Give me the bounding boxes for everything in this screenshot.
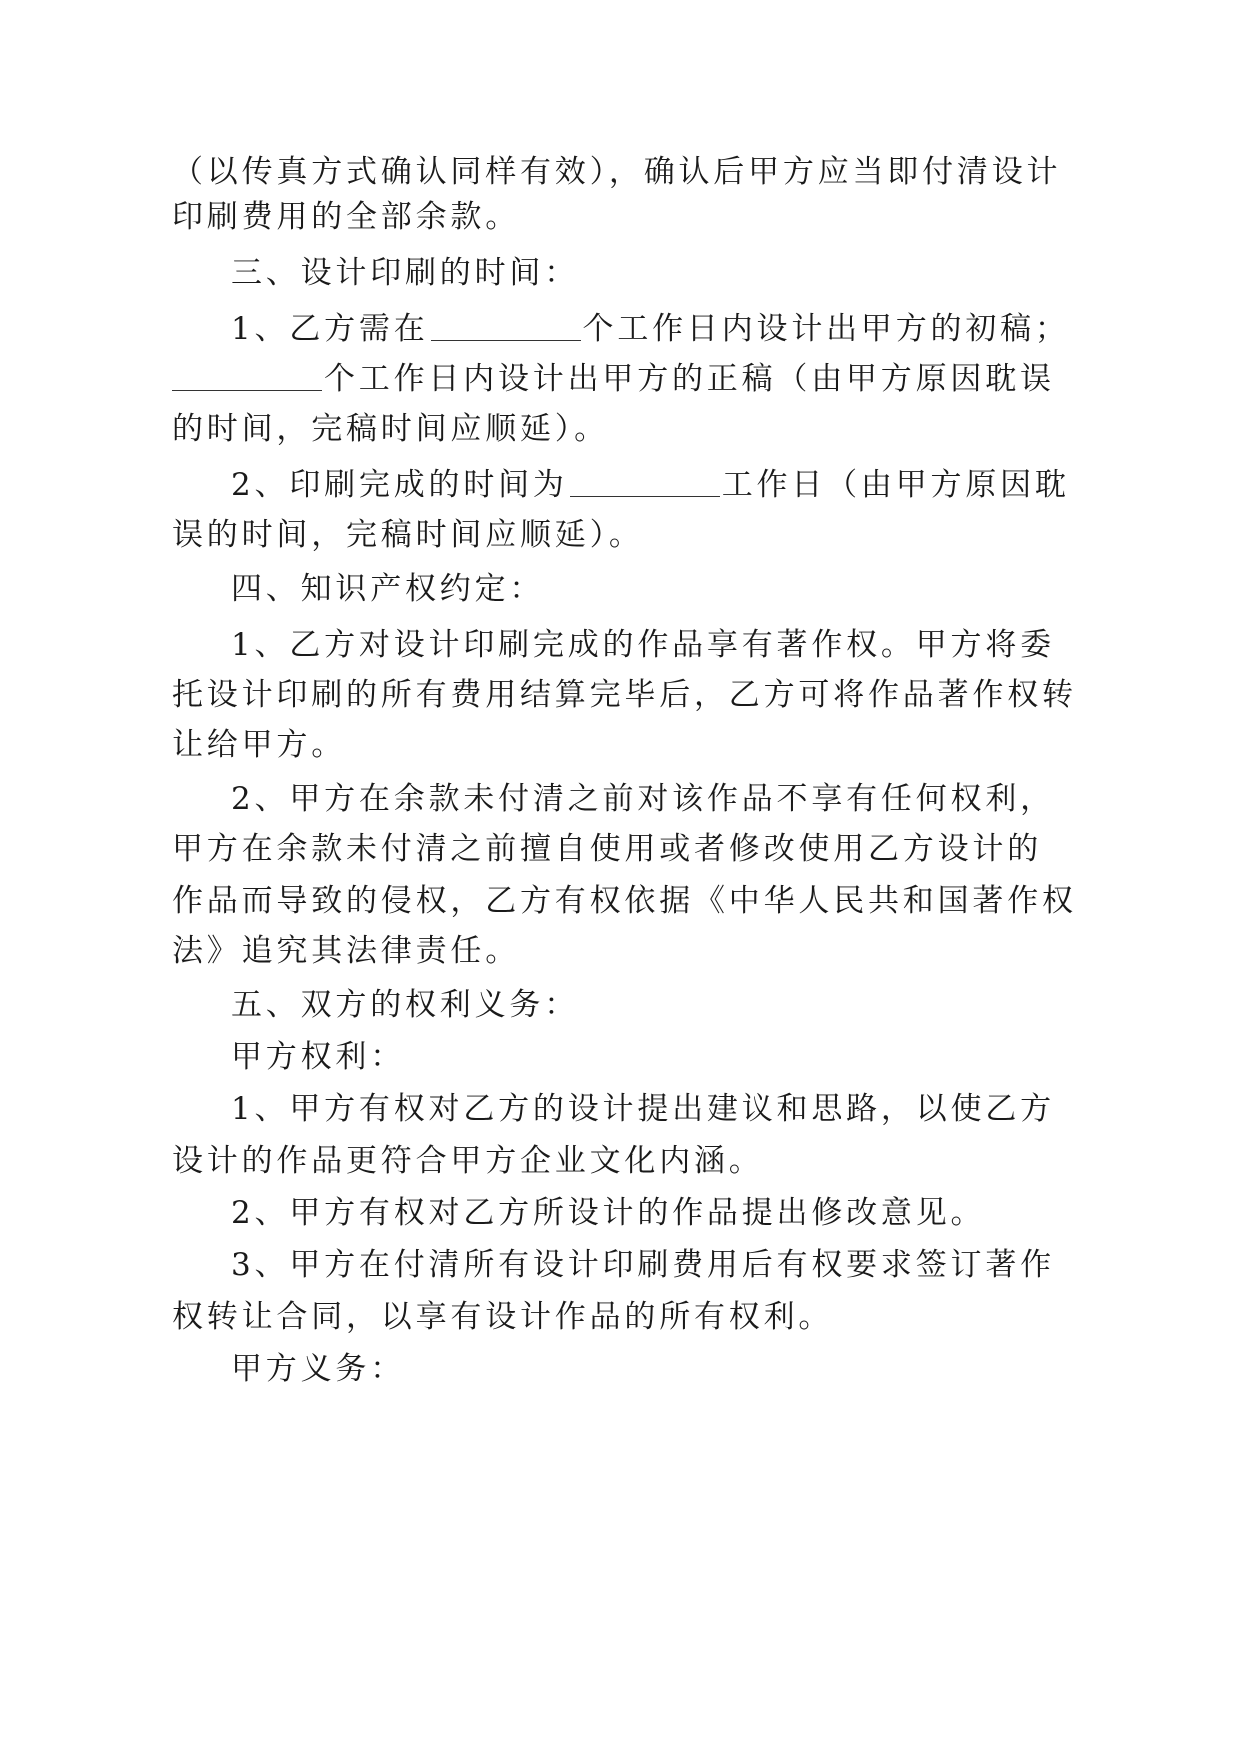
text-line [172, 1297, 1241, 1337]
text-line [172, 829, 1241, 869]
subsection-heading [231, 1037, 1241, 1077]
text-line [172, 675, 1241, 715]
text: 2、甲方有权对乙方所设计的作品提出修改意见。 [231, 1195, 986, 1231]
text: 设计的作品更符合甲方企业文化内涵。 [172, 1143, 764, 1179]
text-line [172, 359, 1241, 399]
text-line [172, 1141, 1241, 1181]
text: 甲方在余款未付清之前擅自使用或者修改使用乙方设计的 [172, 831, 1042, 867]
text: 2、印刷完成的时间为 [231, 467, 568, 503]
text-line [172, 409, 1241, 449]
section-heading [231, 569, 1241, 609]
text: 五、双方的权利义务： [231, 987, 579, 1023]
text: 三、设计印刷的时间： [231, 255, 579, 291]
text-line [172, 197, 1241, 237]
text-line [231, 1245, 1241, 1285]
text: 印刷费用的全部余款。 [172, 199, 520, 235]
text: 工作日（由甲方原因耽 [721, 467, 1070, 503]
text: 甲方权利： [231, 1039, 405, 1075]
text-line [231, 625, 1241, 665]
section-heading [231, 253, 1241, 293]
text: 四、知识产权约定： [231, 571, 545, 607]
text: 权转让合同，以享有设计作品的所有权利。 [172, 1299, 834, 1335]
text: 甲方义务： [231, 1351, 405, 1387]
text: 3、甲方在付清所有设计印刷费用后有权要求签订著作 [231, 1247, 1055, 1283]
text: 1、乙方对设计印刷完成的作品享有著作权。甲方将委 [231, 627, 1055, 663]
text-line [172, 152, 1241, 192]
text-line [231, 465, 1241, 505]
text: 1、甲方有权对乙方的设计提出建议和思路，以使乙方 [231, 1091, 1055, 1127]
text-line [231, 779, 1241, 819]
text: （以传真方式确认同样有效），确认后甲方应当即付清设计 [172, 154, 1062, 190]
text-line [231, 1193, 1241, 1233]
section-heading [231, 985, 1241, 1025]
text-line [231, 1089, 1241, 1129]
text-line [172, 515, 1241, 555]
text: 2、甲方在余款未付清之前对该作品不享有任何权利， [231, 781, 1055, 817]
text: 个工作日内设计出甲方的正稿（由甲方原因耽误 [324, 361, 1055, 397]
text: 作品而导致的侵权，乙方有权依据《中华人民共和国著作权 [172, 883, 1077, 919]
text: 误的时间，完稿时间应顺延）。 [172, 517, 644, 553]
subsection-heading [231, 1349, 1241, 1389]
text-line [231, 309, 1241, 349]
fill-in-blank[interactable] [570, 466, 720, 497]
text-line [172, 881, 1241, 921]
text-line [172, 725, 1241, 765]
text: 法》追究其法律责任。 [172, 933, 520, 969]
fill-in-blank[interactable] [172, 360, 322, 391]
text: 个工作日内设计出甲方的初稿； [582, 311, 1070, 347]
text: 1、乙方需在 [231, 311, 429, 347]
text: 托设计印刷的所有费用结算完毕后，乙方可将作品著作权转 [172, 677, 1077, 713]
fill-in-blank[interactable] [431, 310, 581, 341]
text-line [172, 931, 1241, 971]
text: 让给甲方。 [172, 727, 346, 763]
text: 的时间，完稿时间应顺延）。 [172, 411, 609, 447]
